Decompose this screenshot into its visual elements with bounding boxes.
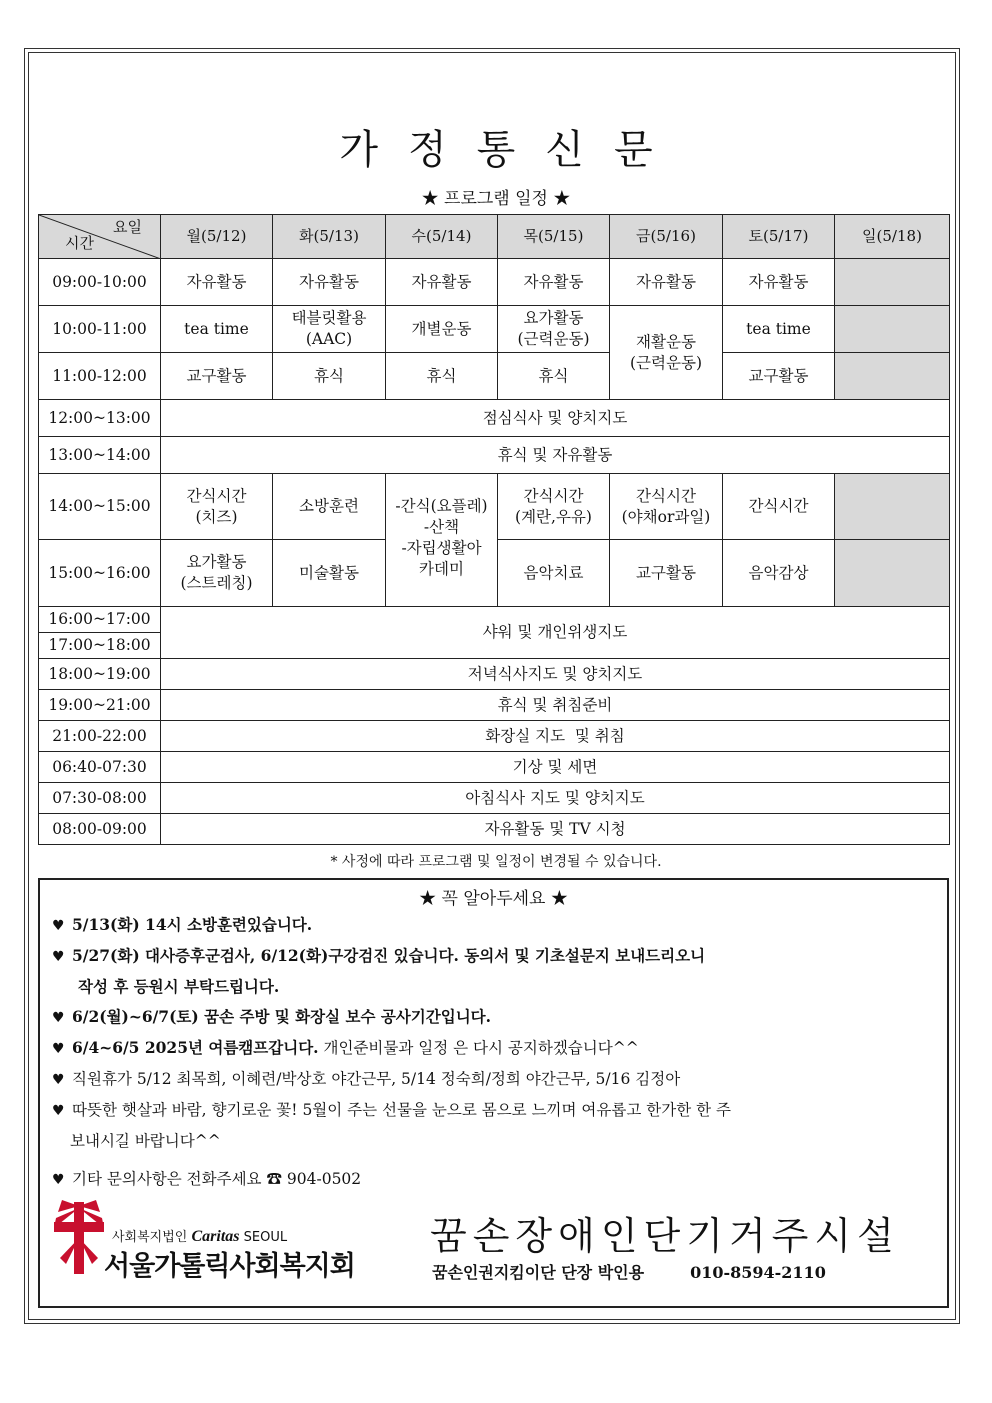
schedule-cell: 음악감상 — [723, 540, 835, 607]
table-row — [39, 690, 950, 721]
table-row — [39, 814, 950, 845]
schedule-cell: 음악치료 — [498, 540, 610, 607]
notice-list — [52, 910, 932, 1195]
notice-text: 5/13(화) 14시 소방훈련있습니다. — [72, 915, 313, 934]
heart-icon: ♥ — [52, 918, 65, 934]
list-item — [52, 1064, 932, 1095]
schedule-cell — [273, 306, 386, 353]
cell-line: (근력운동) — [517, 330, 590, 348]
day-header-tue: 화(5/13) — [273, 215, 386, 259]
schedule-cell: 휴식 — [273, 353, 386, 400]
corner-cell — [39, 215, 161, 259]
table-row — [39, 306, 950, 353]
merged-cell: 기상 및 세면 — [161, 752, 950, 783]
schedule-cell — [161, 540, 273, 607]
time-cell: 13:00~14:00 — [39, 437, 161, 474]
heart-icon: ♥ — [52, 1010, 65, 1026]
contact-phone: 010-8594-2110 — [690, 1263, 826, 1282]
schedule-cell — [498, 474, 610, 540]
schedule-cell: 간식시간 — [723, 474, 835, 540]
notice-text: 개인준비물과 일정 은 다시 공지하겠습니다^^ — [318, 1039, 639, 1057]
cell-line: (야채or과일) — [621, 507, 711, 526]
sunday-cell — [835, 259, 950, 306]
contact-name: 꿈손인권지킴이단 단장 박인용 — [432, 1263, 645, 1282]
merged-cell: 점심식사 및 양치지도 — [161, 400, 950, 437]
org-caritas: Caritas — [191, 1228, 240, 1245]
notice-text: 따뜻한 햇살과 바람, 향기로운 꽃! 5월이 주는 선물을 눈으로 몸으로 느끼며 여유롭고 한가한 한 주 — [72, 1101, 731, 1119]
corner-time-label: 시간 — [65, 234, 94, 252]
time-cell: 07:30-08:00 — [39, 783, 161, 814]
time-cell: 15:00~16:00 — [39, 540, 161, 607]
list-item — [52, 1164, 932, 1195]
schedule-cell — [498, 306, 610, 353]
schedule-cell: tea time — [161, 306, 273, 353]
merged-cell: 화장실 지도 및 취침 — [161, 721, 950, 752]
cell-line: -자립생활아 — [401, 539, 482, 557]
merged-cell: 아침식사 지도 및 양치지도 — [161, 783, 950, 814]
schedule-cell: 자유활동 — [610, 259, 723, 306]
list-item — [52, 941, 932, 972]
table-row — [39, 259, 950, 306]
time-cell: 06:40-07:30 — [39, 752, 161, 783]
schedule-cell: 휴식 — [498, 353, 610, 400]
cell-line: 간식시간 — [523, 486, 584, 505]
list-item — [52, 1033, 932, 1064]
sunday-cell — [835, 353, 950, 400]
cell-line: 요가활동 — [186, 553, 247, 571]
heart-icon: ♥ — [52, 1103, 65, 1119]
cell-line: 태블릿활용 — [291, 309, 367, 327]
schedule-cell: 자유활동 — [161, 259, 273, 306]
header-row — [39, 215, 950, 259]
schedule-table — [38, 214, 950, 845]
day-header-fri: 금(5/16) — [610, 215, 723, 259]
schedule-cell: 교구활동 — [723, 353, 835, 400]
org-seoul: SEOUL — [243, 1230, 288, 1245]
schedule-cell: 미술활동 — [273, 540, 386, 607]
table-row — [39, 783, 950, 814]
notice-text: 5/27(화) 대사증후군검사, 6/12(화)구강검진 있습니다. 동의서 및 기초설문지 보내드리오니 — [72, 946, 706, 965]
cell-line: 간식시간 — [636, 486, 696, 505]
caritas-cross-icon — [50, 1198, 108, 1278]
time-cell: 14:00~15:00 — [39, 474, 161, 540]
sunday-cell — [835, 306, 950, 353]
time-cell: 16:00~17:00 — [39, 607, 161, 633]
schedule-cell: 소방훈련 — [273, 474, 386, 540]
caritas-logo — [50, 1198, 370, 1283]
cell-line: (AAC) — [305, 330, 353, 348]
day-header-sun: 일(5/18) — [835, 215, 950, 259]
day-header-sat: 토(5/17) — [723, 215, 835, 259]
list-item — [52, 1095, 932, 1126]
schedule-cell: 교구활동 — [610, 540, 723, 607]
merged-cell: 자유활동 및 TV 시청 — [161, 814, 950, 845]
contact-line — [432, 1260, 826, 1283]
notice-text: 기타 문의사항은 전화주세요 ☎ 904-0502 — [72, 1170, 362, 1188]
heart-icon: ♥ — [52, 949, 65, 965]
notice-text: 보내시길 바랍니다^^ — [70, 1132, 221, 1150]
cell-line: 간식시간 — [186, 486, 247, 505]
schedule-cell: 자유활동 — [498, 259, 610, 306]
schedule-change-note: * 사정에 따라 프로그램 및 일정이 변경될 수 있습니다. — [330, 854, 662, 870]
heart-icon: ♥ — [52, 1072, 65, 1088]
list-item-continued — [52, 1126, 932, 1156]
schedule-cell — [161, 474, 273, 540]
schedule-cell: 자유활동 — [723, 259, 835, 306]
table-row — [39, 607, 950, 633]
merged-cell: 휴식 및 자유활동 — [161, 437, 950, 474]
table-row — [39, 400, 950, 437]
cell-line: -산책 — [423, 518, 460, 536]
day-header-thu: 목(5/15) — [498, 215, 610, 259]
org-type: 사회복지법인 — [112, 1230, 188, 1245]
schedule-cell: 자유활동 — [386, 259, 498, 306]
time-cell: 10:00-11:00 — [39, 306, 161, 353]
time-cell: 18:00~19:00 — [39, 659, 161, 690]
notice-text: 6/4~6/5 2025년 여름캠프갑니다. — [72, 1038, 319, 1057]
schedule-cell — [610, 306, 723, 400]
cell-line: (스트레칭) — [180, 574, 253, 592]
cell-line: (계란,우유) — [515, 507, 592, 526]
cell-line: (근력운동) — [630, 353, 702, 372]
cell-line: 카데미 — [419, 560, 464, 578]
cell-line: -간식(요플레) — [395, 497, 488, 515]
list-item-continued — [52, 972, 932, 1002]
time-cell: 11:00-12:00 — [39, 353, 161, 400]
heart-icon: ♥ — [52, 1041, 65, 1057]
day-header-mon: 월(5/12) — [161, 215, 273, 259]
table-row — [39, 752, 950, 783]
cell-line: (치즈) — [195, 507, 238, 526]
time-cell: 21:00-22:00 — [39, 721, 161, 752]
schedule-subtitle: ★ 프로그램 일정 ★ — [421, 189, 571, 209]
day-header-wed: 수(5/14) — [386, 215, 498, 259]
sunday-cell — [835, 540, 950, 607]
merged-cell: 휴식 및 취침준비 — [161, 690, 950, 721]
table-row — [39, 353, 950, 400]
table-row — [39, 721, 950, 752]
notice-text: 작성 후 등원시 부탁드립니다. — [78, 977, 280, 996]
table-row — [39, 437, 950, 474]
time-cell: 12:00~13:00 — [39, 400, 161, 437]
schedule-cell: 교구활동 — [161, 353, 273, 400]
time-cell: 09:00-10:00 — [39, 259, 161, 306]
table-row — [39, 474, 950, 540]
org-name: 서울가톨릭사회복지회 — [104, 1251, 355, 1282]
list-item — [52, 1002, 932, 1033]
time-cell: 17:00~18:00 — [39, 633, 161, 659]
org-small-label — [112, 1226, 287, 1246]
schedule-cell: 휴식 — [386, 353, 498, 400]
cell-line: 재활운동 — [636, 332, 696, 351]
merged-cell: 저녁식사지도 및 양치지도 — [161, 659, 950, 690]
schedule-cell — [610, 474, 723, 540]
time-cell: 08:00-09:00 — [39, 814, 161, 845]
merged-cell: 샤워 및 개인위생지도 — [161, 607, 950, 659]
schedule-cell — [386, 474, 498, 607]
schedule-cell: 개별운동 — [386, 306, 498, 353]
notice-text: 직원휴가 5/12 최목희, 이혜련/박상호 야간근무, 5/14 정숙희/정희 야간근무, 5/16 김정아 — [72, 1070, 681, 1088]
schedule-cell: tea time — [723, 306, 835, 353]
corner-day-label: 요일 — [113, 218, 142, 236]
sunday-cell — [835, 474, 950, 540]
schedule-cell: 자유활동 — [273, 259, 386, 306]
table-row — [39, 659, 950, 690]
notice-text: 6/2(월)~6/7(토) 꿈손 주방 및 화장실 보수 공사기간입니다. — [72, 1007, 492, 1026]
facility-name: 꿈손장애인단기거주시설 — [430, 1214, 900, 1258]
time-cell: 19:00~21:00 — [39, 690, 161, 721]
list-item — [52, 910, 932, 941]
corner-diagonal — [39, 215, 161, 259]
notice-title: ★ 꼭 알아두세요 ★ — [419, 889, 568, 909]
heart-icon: ♥ — [52, 1172, 65, 1188]
page-title: 가정통신문 — [339, 127, 683, 173]
cell-line: 요가활동 — [523, 309, 584, 327]
